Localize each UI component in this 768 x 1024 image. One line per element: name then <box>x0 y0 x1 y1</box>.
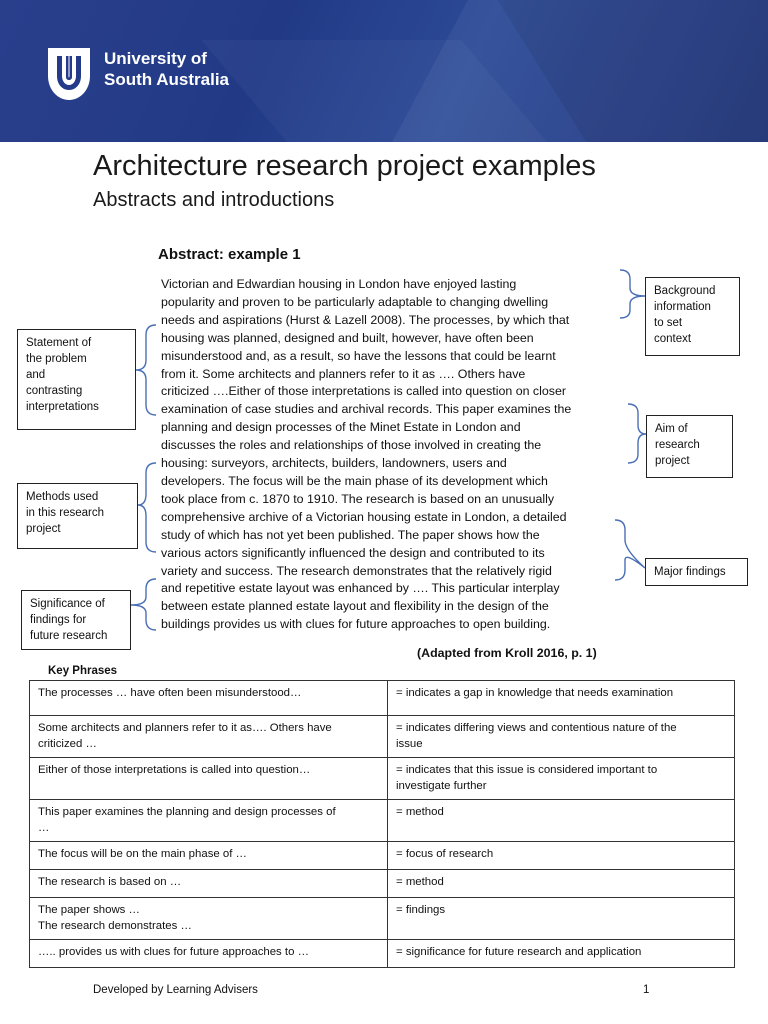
table-row <box>30 716 735 758</box>
abstract-line: developers. The focus will be the main phase of its development which <box>161 473 548 488</box>
abstract-body <box>161 276 636 634</box>
page-subtitle: Abstracts and introductions <box>93 189 335 211</box>
phrase-line: The processes … have often been misunderstood… <box>38 687 302 699</box>
meaning-cell <box>388 940 735 968</box>
abstract-line: from it. Some architects and planners refer to it as …. Others have <box>161 366 526 381</box>
phrase-cell <box>30 940 388 968</box>
phrase-cell <box>30 842 388 870</box>
annotation-line: Methods used <box>26 491 99 503</box>
meaning-cell <box>388 898 735 940</box>
annotation-statement-of-problem <box>17 329 136 430</box>
table-row <box>30 681 735 716</box>
abstract-line: criticized ….Either of those interpretations is called into question on closer <box>161 384 566 399</box>
university-name[interactable]: University of South Australia <box>104 49 229 89</box>
meaning-cell <box>388 681 735 716</box>
abstract-line: variety and success. The research demonstrates that the relatively rigid <box>161 563 552 578</box>
abstract-line: planning and design processes of the Minet Estate in London and <box>161 420 521 435</box>
abstract-line: took place from c. 1870 to 1910. The research is based on an unusually <box>161 491 555 506</box>
abstract-line: discusses the roles and relationships of those involved in creating the <box>161 438 542 453</box>
annotation-line: the problem <box>26 353 87 365</box>
meaning-line: issue <box>396 738 423 750</box>
annotation-line: Background <box>654 285 716 297</box>
meaning-cell <box>388 870 735 898</box>
unisa-logo-icon <box>46 46 92 102</box>
phrase-line: The paper shows … <box>38 904 140 916</box>
annotation-line: project <box>26 523 61 535</box>
table-row <box>30 870 735 898</box>
meaning-cell <box>388 842 735 870</box>
phrase-line: The focus will be on the main phase of … <box>38 848 247 860</box>
citation: (Adapted from Kroll 2016, p. 1) <box>417 646 597 660</box>
phrase-line: ….. provides us with clues for future approaches to … <box>38 946 309 958</box>
meaning-cell <box>388 800 735 842</box>
annotation-line: context <box>654 333 692 345</box>
annotation-aim <box>646 415 733 478</box>
annotation-methods <box>17 483 138 549</box>
abstract-line: between estate planned estate layout and flexibility in the design of the <box>161 599 549 614</box>
phrase-cell <box>30 870 388 898</box>
phrase-line: … <box>38 822 50 834</box>
abstract-line: housing was planned, designed and built, however, have often been <box>161 330 534 345</box>
table-row <box>30 842 735 870</box>
phrase-line: The research is based on … <box>38 876 182 888</box>
table-row <box>30 758 735 800</box>
meaning-line: = focus of research <box>396 848 494 860</box>
table-row <box>30 898 735 940</box>
abstract-heading: Abstract: example 1 <box>158 246 301 263</box>
meaning-line: = significance for future research and application <box>396 946 642 958</box>
annotation-line: Significance of <box>30 598 105 610</box>
phrase-line: This paper examines the planning and design processes of <box>38 806 336 818</box>
abstract-line: examination of case studies and archival records. This paper examines the <box>161 402 572 417</box>
abstract-line: Victorian and Edwardian housing in London have enjoyed lasting <box>161 277 517 291</box>
annotation-line: in this research <box>26 507 104 519</box>
annotation-line: Major findings <box>654 566 726 578</box>
phrase-line: Either of those interpretations is called into question… <box>38 764 311 776</box>
meaning-line: = indicates that this issue is considered important to <box>396 764 658 776</box>
table-row <box>30 800 735 842</box>
phrase-line: Some architects and planners refer to it as…. Others have <box>38 722 332 734</box>
abstract-line: misunderstood and, as a result, so have the lessons that could be learnt <box>161 348 556 363</box>
annotation-background <box>645 277 740 356</box>
meaning-line: = indicates a gap in knowledge that needs examination <box>396 687 674 699</box>
annotation-line: and <box>26 369 46 381</box>
meaning-line: = method <box>396 876 444 888</box>
bracket-statement <box>136 325 156 415</box>
meaning-line: investigate further <box>396 780 487 792</box>
meaning-cell <box>388 758 735 800</box>
meaning-cell <box>388 716 735 758</box>
abstract-line: popularity and proven to be particularly adaptable to changing dwelling <box>161 294 549 309</box>
meaning-line: = indicates differing views and contentious nature of the <box>396 722 677 734</box>
abstract-line: needs and aspirations (Hurst & Lazell 2008). The processes, by which that <box>161 312 570 327</box>
phrase-line: criticized … <box>38 738 97 750</box>
key-phrases-table <box>29 680 735 968</box>
phrase-cell <box>30 716 388 758</box>
header-banner <box>0 0 768 142</box>
annotation-line: findings for <box>30 614 87 626</box>
meaning-line: = method <box>396 806 444 818</box>
meaning-line: = findings <box>396 904 446 916</box>
annotation-line: interpretations <box>26 401 99 413</box>
annotation-line: research <box>655 439 700 451</box>
abstract-line: housing: surveyors, architects, builders, landowners, users and <box>161 456 507 471</box>
page-title: Architecture research project examples <box>93 150 596 182</box>
annotation-line: project <box>655 455 690 467</box>
annotation-line: Statement of <box>26 337 92 349</box>
phrase-cell <box>30 800 388 842</box>
phrase-line: The research demonstrates … <box>38 920 192 932</box>
abstract-line: comprehensive archive of a Victorian housing estate in London, a detailed <box>161 509 567 524</box>
table-row <box>30 940 735 968</box>
abstract-line: study of which has not yet been published. The paper shows how the <box>161 527 540 542</box>
annotation-significance <box>21 590 131 650</box>
phrase-cell <box>30 758 388 800</box>
annotation-major-findings <box>645 558 748 586</box>
key-phrases-label: Key Phrases <box>48 665 118 677</box>
footer-credit: Developed by Learning Advisers <box>93 984 258 996</box>
phrase-cell <box>30 898 388 940</box>
annotation-line: information <box>654 301 711 313</box>
abstract-line: buildings provides us with clues for future approaches to open building. <box>161 617 551 632</box>
abstract-line: various actors significantly influenced the design and contributed to its <box>161 545 545 560</box>
annotation-line: contrasting <box>26 385 83 397</box>
bracket-methods <box>138 463 156 552</box>
annotation-line: future research <box>30 630 108 642</box>
phrase-cell <box>30 681 388 716</box>
annotation-line: Aim of <box>655 423 688 435</box>
abstract-line: and repetitive estate layout was enhanced by …. This particular interplay <box>161 581 560 596</box>
bracket-significance <box>131 579 156 630</box>
page-number: 1 <box>643 984 650 996</box>
annotation-line: to set <box>654 317 683 329</box>
